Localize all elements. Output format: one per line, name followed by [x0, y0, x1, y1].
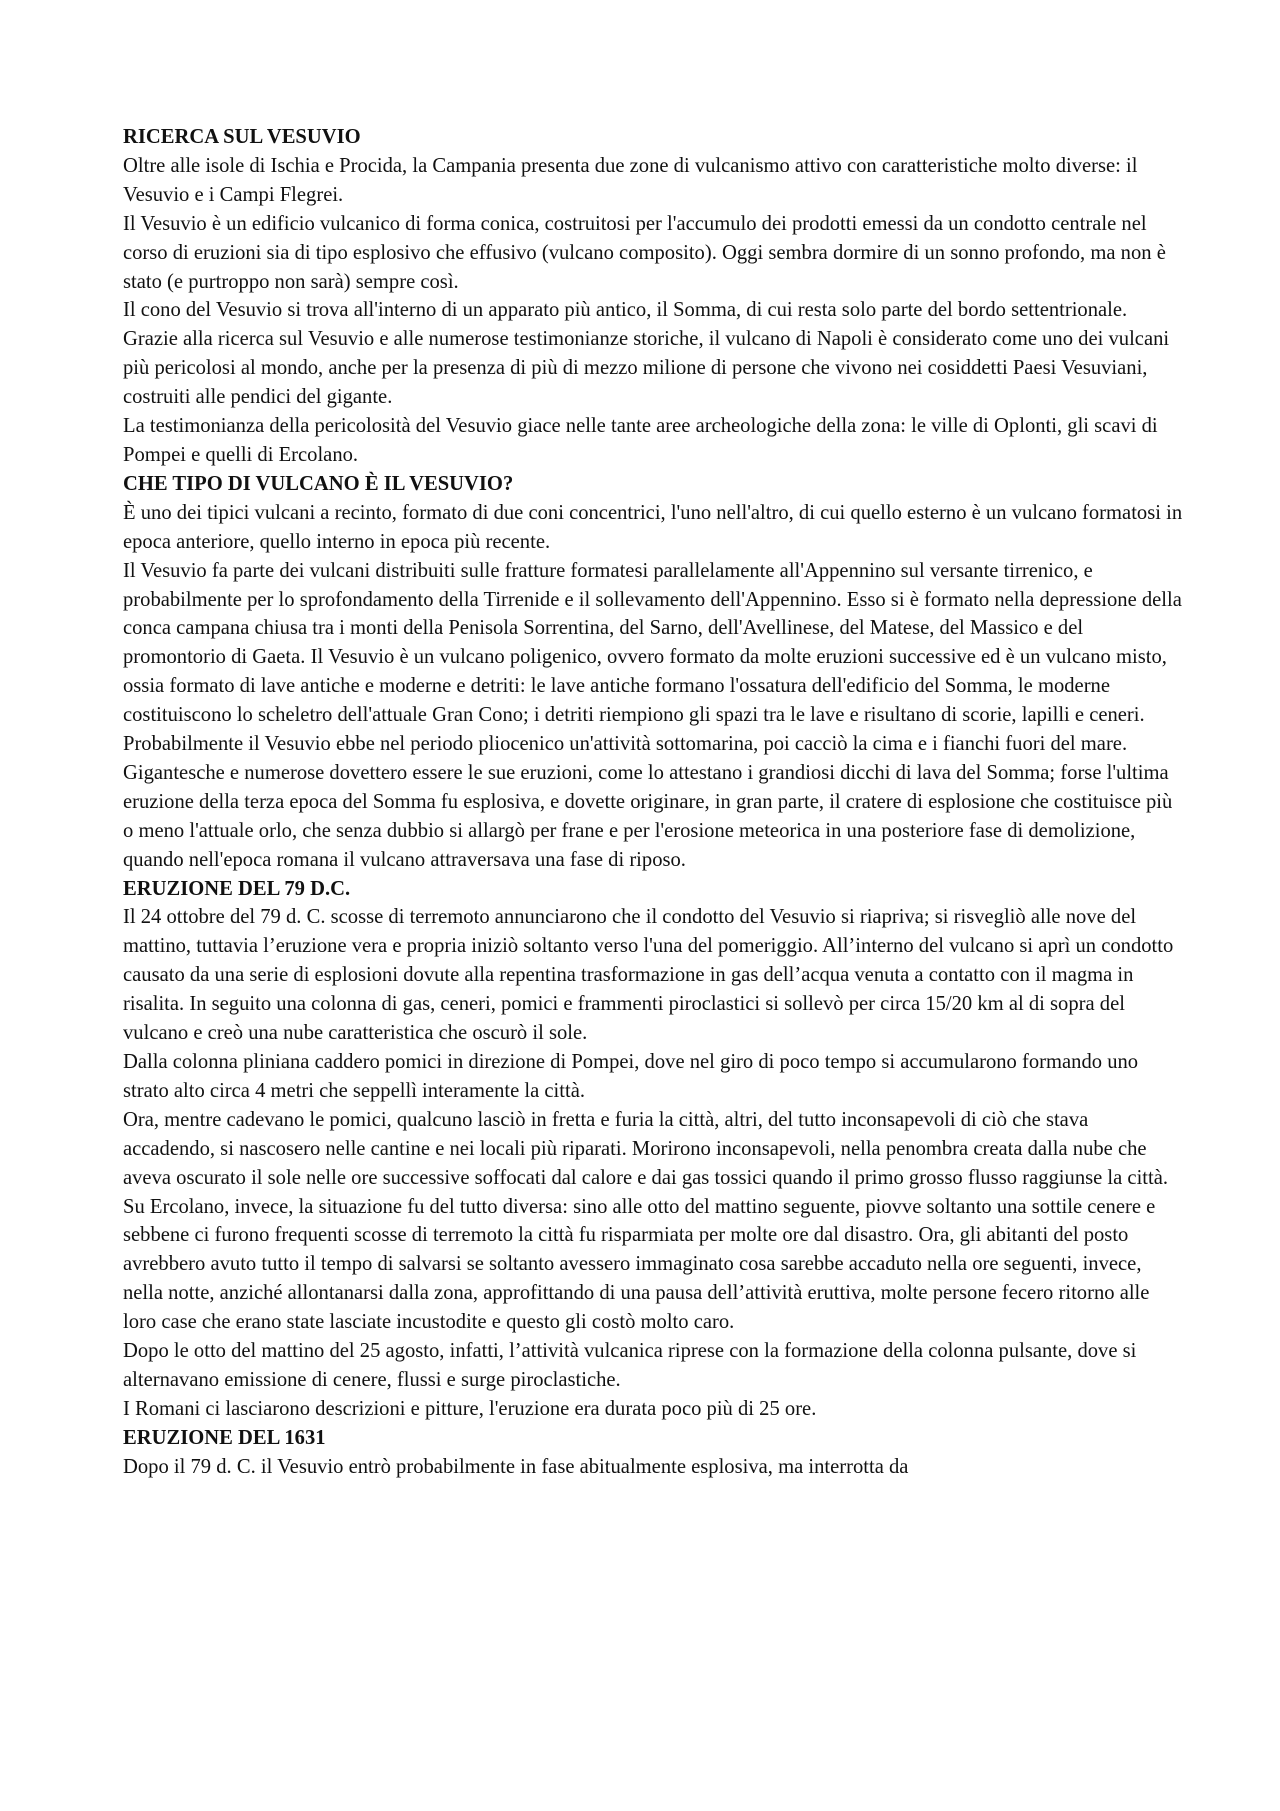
heading-ricerca-sul-vesuvio: RICERCA SUL VESUVIO	[123, 126, 361, 148]
paragraph-colonna-pliniana: Dalla colonna pliniana caddero pomici in direzione di Pompei, dove nel giro di poco tempo si accumularono formando uno strato alto circa 4 metri che seppellì interamente la città.	[123, 1051, 1139, 1102]
paragraph-dopo-il-79: Dopo il 79 d. C. il Vesuvio entrò probabilmente in fase abitualmente esplosiva, ma interrotta da	[123, 1455, 909, 1478]
paragraph-24-ottobre: Il 24 ottobre del 79 d. C. scosse di terremoto annunciarono che il condotto del Vesuvio si riapriva; si risvegliò alle nove del mattino, tuttavia l’eruzione vera e propria iniziò soltanto verso l'una del pomeriggio. All’interno del vulcano si aprì un condotto causato da una serie di esplosioni dovute alla repentina trasformazione in gas dell’acqua venuta a contatto con il magma in risalita. In seguito una colonna di gas, ceneri, pomici e frammenti piroclastici si sollevò per circa 15/20 km al di sopra del vulcano e creò una nube caratteristica che oscurò il sole.	[123, 906, 1174, 1045]
paragraph-vulcano-a-recinto: È uno dei tipici vulcani a recinto, formato di due coni concentrici, l'uno nell'altro, di cui quello esterno è un vulcano formatosi in epoca anteriore, quello interno in epoca più recente.	[123, 501, 1183, 553]
paragraph-pericolosita: Grazie alla ricerca sul Vesuvio e alle numerose testimonianze storiche, il vulcano di Napoli è considerato come uno dei vulcani più pericolosi al mondo, anche per la presenza di più di mezzo milione di persone che vivono nei cosiddetti Paesi Vesuviani, costruiti alle pendici del gigante.	[123, 328, 1170, 409]
paragraph-cono-somma: Il cono del Vesuvio si trova all'interno di un apparato più antico, il Somma, di cui resta solo parte del bordo settentrionale.	[123, 299, 1128, 322]
paragraph-edificio-vulcanico: Il Vesuvio è un edificio vulcanico di forma conica, costruitosi per l'accumulo dei prodotti emessi da un condotto centrale nel corso di eruzioni sia di tipo esplosivo che effusivo (vulcano composito). Oggi sembra dormire di un sonno profondo, ma non è stato (e purtroppo non sarà) sempre così.	[123, 212, 1166, 293]
paragraph-romani-descrizioni: I Romani ci lasciarono descrizioni e pitture, l'eruzione era durata poco più di 25 ore.	[123, 1397, 817, 1420]
paragraph-aree-archeologiche: La testimonianza della pericolosità del Vesuvio giace nelle tante aree archeologiche della zona: le ville di Oplonti, gli scavi di Pompei e quelli di Ercolano.	[123, 415, 1158, 466]
heading-eruzione-79: ERUZIONE DEL 79 D.C.	[123, 877, 351, 900]
heading-tipo-di-vulcano: CHE TIPO DI VULCANO È IL VESUVIO?	[123, 472, 514, 495]
paragraph-25-agosto: Dopo le otto del mattino del 25 agosto, infatti, l’attività vulcanica riprese con la formazione della colonna pulsante, dove si alternavano emissione di cenere, flussi e surge piroclastiche.	[123, 1340, 1137, 1391]
heading-eruzione-1631: ERUZIONE DEL 1631	[123, 1426, 326, 1449]
paragraph-fratture-appennino: Il Vesuvio fa parte dei vulcani distribuiti sulle fratture formatesi parallelamente all'Appennino sul versante tirrenico, e probabilmente per lo sprofondamento della Tirrenide e il sollevamento dell'Appennino. Esso si è formato nella depressione della conca campana chiusa tra i monti della Penisola Sorrentina, del Sarno, dell'Avellinese, del Matese, del Massico e del promontorio di Gaeta. Il Vesuvio è un vulcano poligenico, ovvero formato da molte eruzioni successive ed è un vulcano misto, ossia formato di lave antiche e moderne e detriti: le lave antiche formano l'ossatura dell'edificio del Somma, le moderne costituiscono lo scheletro dell'attuale Gran Cono; i detriti riempiono gli spazi tra le lave e risultano di scorie, lapilli e ceneri.	[123, 559, 1182, 727]
paragraph-intro-campania: Oltre alle isole di Ischia e Procida, la Campania presenta due zone di vulcanismo attivo con caratteristiche molto diverse: il Vesuvio e i Campi Flegrei.	[123, 154, 1138, 206]
document-page	[123, 123, 1183, 1482]
paragraph-pompei-vittime: Ora, mentre cadevano le pomici, qualcuno lasciò in fretta e furia la città, altri, del tutto inconsapevoli di ciò che stava accadendo, si nascosero nelle cantine e nei locali più riparati. Morirono inconsapevoli, nella penombra creata dalla nube che aveva oscurato il sole nelle ore successive soffocati dal calore e dai gas tossici quando il primo grosso flusso raggiunse la città.	[123, 1108, 1169, 1189]
paragraph-periodo-pliocenico: Probabilmente il Vesuvio ebbe nel periodo pliocenico un'attività sottomarina, poi cacciò la cima e i fianchi fuori del mare. Gigantesche e numerose dovettero essere le sue eruzioni, come lo attestano i grandiosi dicchi di lava del Somma; forse l'ultima eruzione della terza epoca del Somma fu esplosiva, e dovette originare, in gran parte, il cratere di esplosione che costituisce più o meno l'attuale orlo, che senza dubbio si allargò per frane e per l'erosione meteorica in una posteriore fase di demolizione, quando nell'epoca romana il vulcano attraversava una fase di riposo.	[123, 733, 1173, 871]
paragraph-ercolano: Su Ercolano, invece, la situazione fu del tutto diversa: sino alle otto del mattino seguente, piovve soltanto una sottile cenere e sebbene ci furono frequenti scosse di terremoto la città fu risparmiata per molte ore dal disastro. Ora, gli abitanti del posto avrebbero avuto tutto il tempo di salvarsi se soltanto avessero immaginato cosa sarebbe accaduto nella ore seguenti, invece, nella notte, anziché allontanarsi dalla zona, approfittando di una pausa dell’attività eruttiva, molte persone fecero ritorno alle loro case che erano state lasciate incustodite e questo gli costò molto caro.	[123, 1195, 1156, 1334]
